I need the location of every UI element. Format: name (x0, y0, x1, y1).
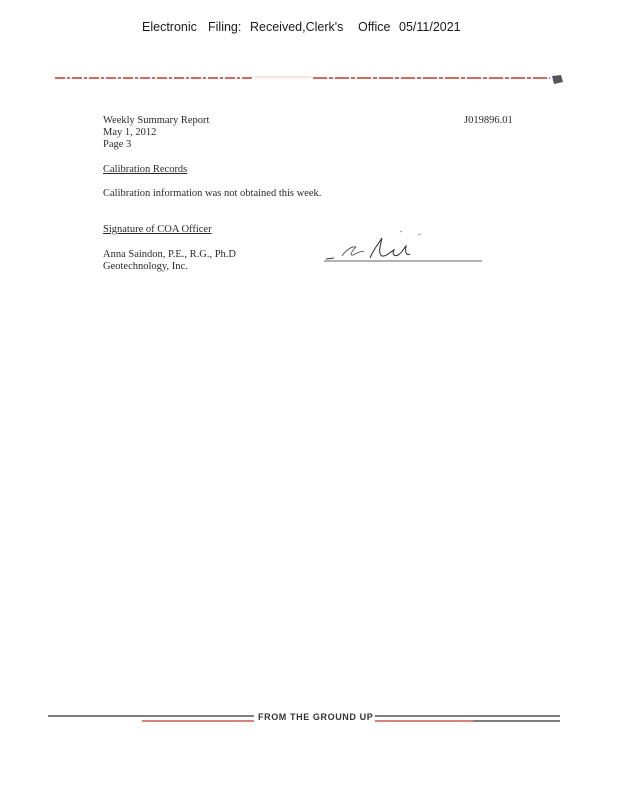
report-page: Page 3 (103, 139, 132, 150)
stamp-date: 05/11/2021 (399, 20, 461, 34)
officer-name: Anna Saindon, P.E., R.G., Ph.D (103, 249, 237, 260)
footer-tagline: FROM THE GROUND UP (258, 712, 374, 722)
project-number: J019896.01 (464, 115, 513, 126)
stamp-word-filing: Filing: (208, 20, 242, 34)
signature-image (322, 226, 484, 266)
stamp-word-received: Received,Clerk's (250, 20, 344, 34)
filing-stamp (142, 20, 482, 36)
stamp-word-office: Office (358, 20, 391, 34)
report-title: Weekly Summary Report (103, 115, 210, 126)
stamp-word-electronic: Electronic (142, 20, 197, 34)
header-rule (55, 73, 565, 87)
calibration-body-text: Calibration information was not obtained this week. (103, 188, 322, 199)
report-date: May 1, 2012 (103, 127, 157, 138)
section-heading-calibration: Calibration Records (103, 164, 188, 175)
signature-heading: Signature of COA Officer (103, 224, 212, 235)
logo-mark (552, 75, 563, 84)
company-name: Geotechnology, Inc. (103, 261, 188, 272)
